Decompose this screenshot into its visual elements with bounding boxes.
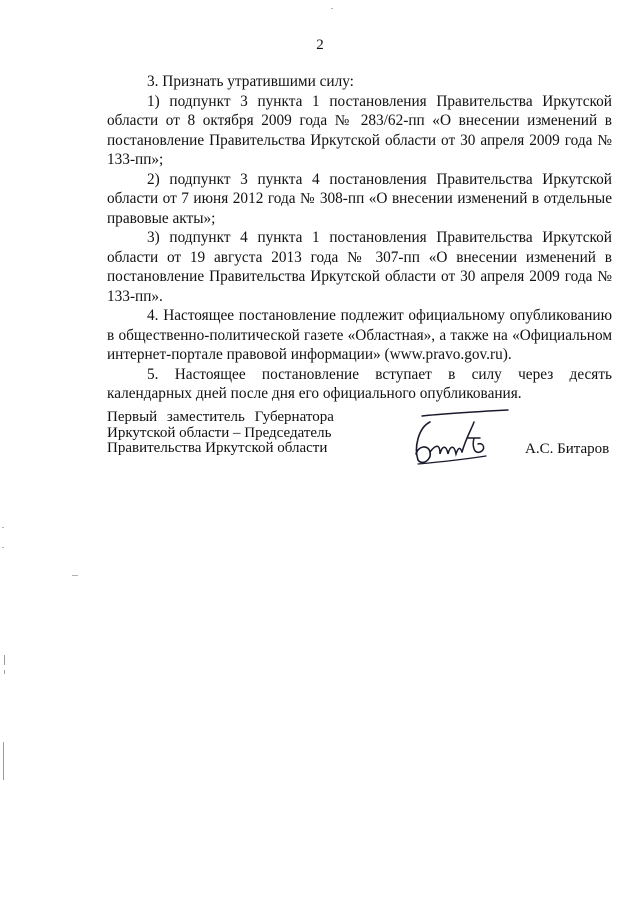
paragraph-item-4: 4. Настоящее постановление подлежит официальному опубликованию в общественно-политической газете «Областная», а также на «Официальном интернет-портале правовой информации» (www.pravo.gov.ru).: [107, 307, 612, 363]
paragraph-subitem-1: 1) подпункт 3 пункта 1 постановления Правительства Иркутской области от 8 октября 2009 года № 283/62-пп «О внесении изменений в постановление Правительства Иркутской области от 30 апреля 2009 года № 133-пп»;: [107, 92, 612, 168]
signatory-title-line: Иркутской области – Председатель: [107, 424, 332, 441]
signatory-title-line: Первый заместитель Губернатора: [107, 409, 334, 425]
paragraph-subitem-2: 2) подпункт 3 пункта 4 постановления Правительства Иркутской области от 7 июня 2012 года № 308-пп «О внесении изменений в отдельные правовые акты»;: [107, 170, 612, 227]
scan-artifact: [331, 8, 333, 9]
paragraph-item-3: 3. Признать утратившими силу:: [147, 73, 354, 90]
paragraph-item-5: 5. Настоящее постановление вступает в силу через десять календарных дней после дня его официального опубликования.: [107, 365, 612, 402]
paragraph-subitem-3: 3) подпункт 4 пункта 1 постановления Правительства Иркутской области от 19 августа 2013 года № 307-пп «О внесении изменений в постановление Правительства Иркутской области от 30 апреля 2009 года № 133-пп».: [107, 229, 612, 305]
scan-artifact: [3, 742, 4, 780]
signatory-title-line: Правительства Иркутской области: [107, 440, 328, 456]
scan-artifact: [4, 655, 5, 665]
handwritten-signature: [400, 408, 520, 470]
scan-artifact: [2, 527, 4, 528]
page-number: 2: [316, 37, 324, 53]
document-body: [107, 72, 612, 404]
scan-artifact: [2, 547, 4, 548]
scan-artifact: [72, 575, 78, 576]
scan-artifact: [4, 670, 5, 674]
signatory-title: [107, 410, 334, 457]
signatory-name: А.С. Битаров: [525, 441, 610, 457]
